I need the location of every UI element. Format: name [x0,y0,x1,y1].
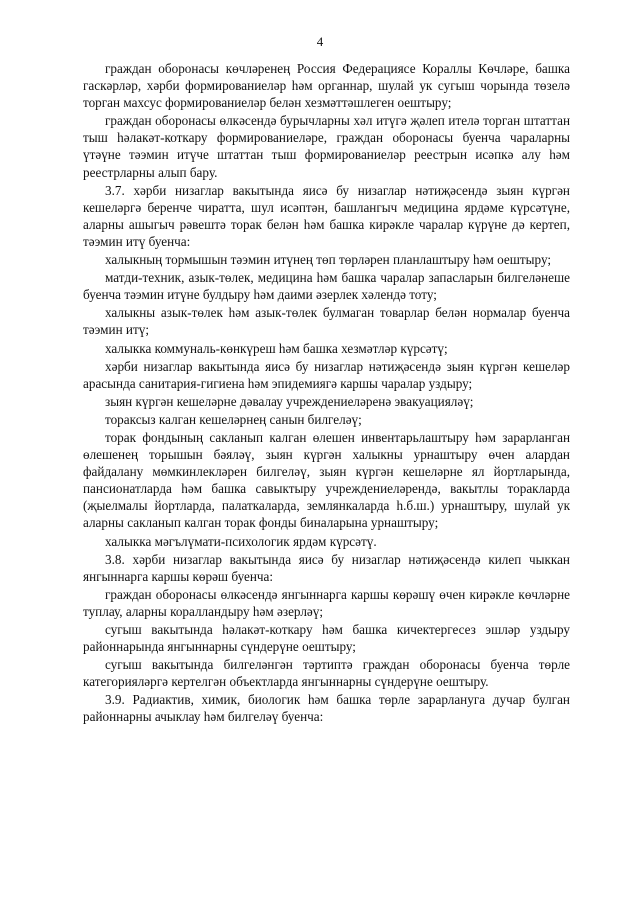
paragraph: граждан оборонасы өлкәсендә янгыннарга каршы көрәшү өчен кирәкле көчләрне туплау, аларны коралландыру һәм әзерләү; [83,586,570,619]
paragraph: тораксыз калган кешеләрнең санын билгеләү; [105,411,362,427]
paragraph: халыкны азык-төлек һәм азык-төлек булмаган товарлар белән нормалар буенча тәэмин итү; [83,305,570,338]
paragraph: хәрби низаглар вакытында яисә бу низаглар нәтиҗәсендә зыян күргән кешеләр арасында санитария-гигиена һәм эпидемиягә каршы чаралар уздыру; [83,358,570,391]
paragraph: матди-техник, азык-төлек, медицина һәм башка чаралар запасларын билгеләнеше буенча тәэмин итүне булдыру һәм даими әзерлек хәлендә тоту; [83,270,570,303]
page-number: 4 [316,34,324,49]
paragraph: торак фондының сакланып калган өлешен инвентарьлаштыру һәм зарарланган өлешенең торышын бәяләү, зыян күргән халыкны урнаштыру өчен алардан файдалану мөмкинлекләрен билгеләү, зыян күргән кешеләрне ял йортларында, пансионатларда һәм башка савыктыру учреждениеләрендә, вакытлы торакларда (җыелмалы йортларда, палаткаларда, землянкаларда һ.б.ш.) урнаштыру, шулай ук аларны сакланып калган торак фонды биналарына урнаштыру; [83,429,570,531]
paragraph: граждан оборонасы көчләренең Россия Федерациясе Кораллы Көчләре, башка гаскәрләр, хәрби формированиеләр һәм органнар, шулай ук сугыш чорында төзелә торган махсус формированиеләр белән хезмәттәшлеген оештыру; [83,61,570,111]
paragraph: 3.9. Радиактив, химик, биологик һәм башка төрле зарарлануга дучар булган районнарны ачыклау һәм билгеләү буенча: [83,692,570,725]
paragraph: сугыш вакытында билгеләнгән тәртиптә граждан оборонасы буенча төрле категорияләргә кертелгән объектларда янгыннарны сүндерүне оештыру. [83,657,570,690]
paragraph: зыян күргән кешеләрне дәвалау учреждениеләренә эвакуацияләү; [105,393,474,409]
paragraph: граждан оборонасы өлкәсендә бурычларны хәл итүгә җәлеп ителә торган штаттан тыш һәлакәт-коткару формированиеләре, граждан оборонасы буенча чараларны үтәүне тәэмин итүче штаттан тыш формированиеләр реестрын исәпкә алу һәм реестрларны алып бару. [83,113,570,180]
paragraph: сугыш вакытында һәлакәт-коткару һәм башка кичектергесез эшләр уздыру районнарында янгыннарны сүндерүне оештыру; [83,622,570,655]
body-text [83,60,570,727]
paragraph: халыкның тормышын тәэмин итүнең төп төрләрен планлаштыру һәм оештыру; [105,252,552,268]
paragraph: 3.8. хәрби низаглар вакытында яисә бу низаглар нәтиҗәсендә килеп чыккан янгыннарга каршы көрәш буенча: [83,551,570,584]
paragraph: 3.7. хәрби низаглар вакытында яисә бу низаглар нәтиҗәсендә зыян күргән кешеләргә беренче чиратта, шул исәптән, башлангыч медицина ярдәме күрсәтүне, аларны ашыгыч рәвештә торак белән һәм башка кирәкле чаралар күрүне дә кертеп, тәэмин итү буенча: [83,182,570,249]
paragraph: халыкка мәгълүмати-психологик ярдәм күрсәтү. [105,533,377,549]
paragraph: халыкка коммуналь-көнкүреш һәм башка хезмәтләр күрсәтү; [105,340,448,356]
